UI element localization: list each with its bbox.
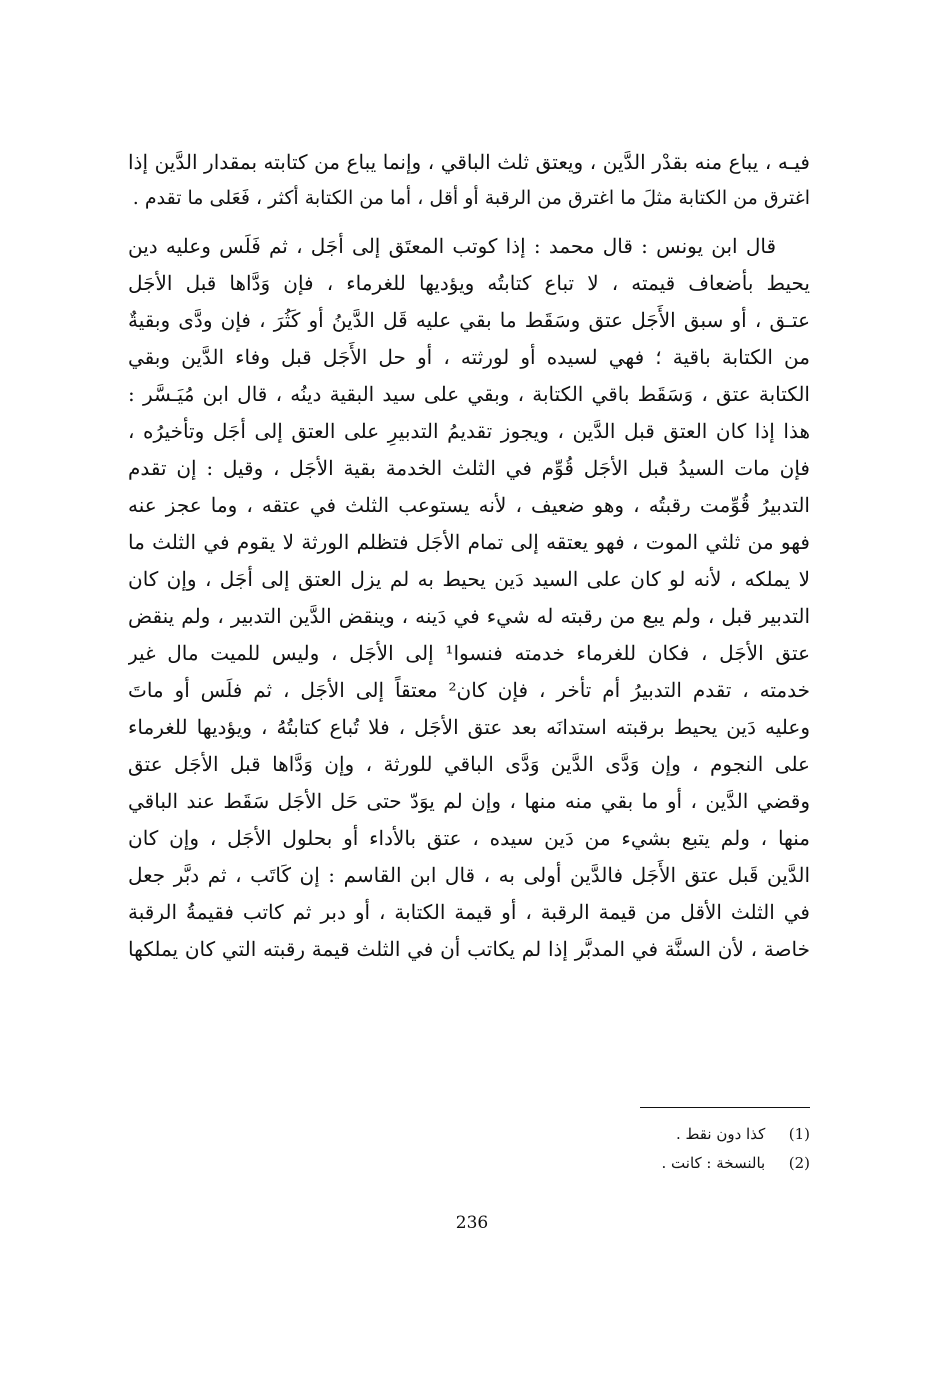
- text-line: في الثلث الأقل من قيمة الرقبة ، أو قيمة الكتابة ، أو دبر ثم كاتب فقيمةُ الرقبة: [128, 900, 810, 924]
- text-line: خدمته ، تقدم التدبيرُ أم تأخر ، فإن كان² معتقاً إلى الأجَل ، ثم فلَس أو ماتَ: [128, 678, 810, 702]
- text-line: عتق الأجَل ، فكان للغرماء خدمته فنسوا¹ إلى الأجَل ، وليس للميت مال غير: [128, 641, 810, 665]
- footnote-1: [676, 1123, 810, 1145]
- text-line: يحيط بأضعاف قيمته ، لا تباع كتابتُه ويؤديها للغرماء ، فإن وَدَّاها قبل الأجَل: [128, 271, 810, 295]
- text-line: وعليه دَين يحيط برقبته استدانَه بعد عتق الأجَل ، فلا تُباع كتابتُهُ ، ويؤديها للغرماء: [128, 715, 810, 739]
- text-line: لا يملكه ، لأنه لو كان على السيد دَين يحيط به لم يزل العتق إلى أجَل ، وإن كان: [128, 567, 810, 591]
- paragraph-1: [128, 144, 810, 216]
- text-line: التدبير قبل ، ولم يبع من رقبته له شيء في دَينه ، وينقض الدَّين التدبير ، ولم ينقض: [128, 604, 810, 628]
- footnote-divider: [640, 1107, 810, 1108]
- text-line: فإن مات السيدُ قبل الأجَل قُوِّم في الثلث الخدمة بقية الأجَل ، وقيل : إن تقدم: [128, 456, 810, 480]
- page-number: 236: [455, 1213, 489, 1233]
- text-line: من الكتابة باقية ؛ فهي لسيده أو لورثته ، أو حل الأَجَل قبل وفاء الدَّين وبقي: [128, 345, 810, 369]
- footnote-number: (2): [788, 1154, 810, 1172]
- text-line: قال ابن يونس : قال محمد : إذا كوتب المعتَق إلى أجَل ، ثم فَلَس وعليه دين: [128, 234, 776, 258]
- text-line: اغترق من الكتابة مثلَ ما اغترق من الرقبة أو أقل ، أما من الكتابة أكثر ، فَعَلى ما تقدم .: [132, 187, 810, 209]
- text-line: الدَّين قَبل عتق الأَجَل فالدَّين أولى به ، قال ابن القاسم : إن كَاتَب ، ثم دبَّر جعل: [128, 863, 810, 887]
- text-line: وقضي الدَّين ، أو ما بقي منه منها ، وإن لم يوَدّ حتى حَل الأجَل سَقَط عند الباقي: [128, 789, 810, 813]
- text-line: فهو من ثلثي الموت ، فهو يعتقه إلى تمام الأجَل فتظلم الورثة لا يقوم في الثلث ما: [128, 530, 810, 554]
- text-line: عتـق ، أو سبق الأَجَل عتق وسَقَط ما بقي عليه قَل الدَّينُ أو كَثُرَ ، فإن ودَّى وبقيةٌ: [128, 308, 810, 332]
- footnote-text: كذا دون نقط .: [676, 1125, 766, 1143]
- paragraph-2: [128, 228, 810, 1038]
- text-line: خاصة ، لأن السنَّة في المدبَّر إذا لم يكاتب أن في الثلث قيمة رقبته التي كان يملكها: [128, 937, 810, 961]
- text-line: على النجوم ، وإن وَدَّى الدَّين وَدَّى الباقي للورثة ، وإن وَدَّاها قبل الأجَل عتق: [128, 752, 810, 776]
- text-line: التدبيرُ قُوِّمت رقبتُه ، وهو ضعيف ، لأنه يستوعب الثلث في عتقه ، وما عجز عنه: [128, 493, 810, 517]
- text-line: منها ، ولم يتبع بشيء من دَين سيده ، عتق بالأداء أو بحلول الأجَل ، وإن كان: [128, 826, 810, 850]
- text-line: هذا إذا كان العتق قبل الدَّين ، ويجوز تقديمُ التدبيرِ على العتق إلى أجَل وتأخيرُه ،: [128, 419, 810, 443]
- footnote-2: [662, 1152, 810, 1174]
- text-line: فيـه ، يباع منه بقدْر الدَّين ، ويعتق ثلث الباقي ، وإنما يباع من كتابته بمقدار الدَّين إذا: [128, 150, 810, 174]
- footnote-number: (1): [788, 1125, 810, 1143]
- text-line: الكتابة عتق ، وَسَقَط باقي الكتابة ، وبقي على سيد البقية دينُه ، قال ابن مُيَـسَّر :: [128, 382, 810, 406]
- footnote-text: بالنسخة : كانت .: [661, 1154, 766, 1172]
